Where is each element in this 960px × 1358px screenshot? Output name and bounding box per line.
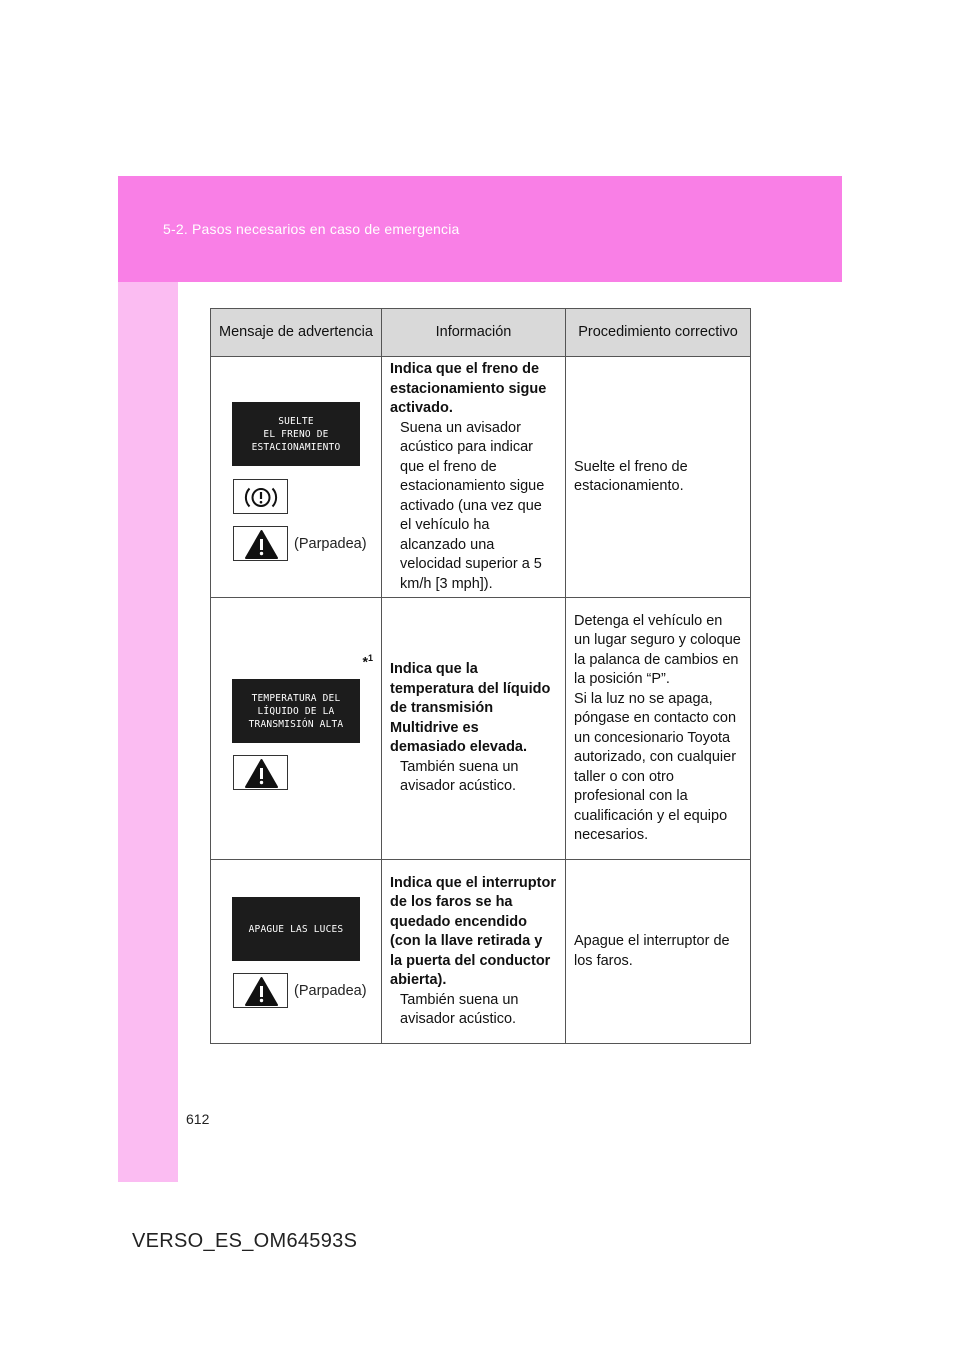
display-message: SUELTE EL FRENO DE ESTACIONAMIENTO <box>232 402 360 466</box>
table-row <box>211 598 751 860</box>
master-warning-icon <box>233 526 288 561</box>
message-cell <box>211 598 382 860</box>
info-cell <box>382 357 566 598</box>
section-title: 5-2. Pasos necesarios en caso de emergencia <box>163 221 460 237</box>
col-header-message: Mensaje de advertencia <box>211 309 382 357</box>
side-strip <box>118 282 178 1182</box>
info-heading: Indica que el freno de estacionamiento sigue activado. <box>390 361 547 416</box>
blink-label: (Parpadea) <box>294 983 367 999</box>
info-heading: Indica que el interruptor de los faros se ha quedado encendido (con la llave retirada y la puerta del conductor abierta). <box>390 874 556 988</box>
master-warning-icon <box>233 755 288 790</box>
master-warning-icon <box>233 973 288 1008</box>
info-text: También suena un avisador acústico. <box>400 991 519 1027</box>
display-message: TEMPERATURA DEL LÍQUIDO DE LA TRANSMISIÓN ALTA <box>232 679 360 743</box>
message-cell <box>211 860 382 1044</box>
table-row <box>211 357 751 598</box>
display-message: APAGUE LAS LUCES <box>232 897 360 961</box>
footer-code: VERSO_ES_OM64593S <box>132 1230 358 1252</box>
message-cell <box>211 357 382 598</box>
procedure-cell: Suelte el freno de estacionamiento. <box>566 357 751 598</box>
table-header-row <box>211 309 751 357</box>
procedure-cell: Apague el interruptor de los faros. <box>566 860 751 1044</box>
info-cell <box>382 598 566 860</box>
table-row <box>211 860 751 1044</box>
info-text: Suena un avisador acústico para indicar que el freno de estacionamiento sigue activado (una vez que el vehículo ha alcanzado una velocidad superior a 5 km/h [3 mph]). <box>400 419 545 592</box>
info-cell <box>382 860 566 1044</box>
col-header-info: Información <box>382 309 566 357</box>
col-header-procedure: Procedimiento correctivo <box>566 309 751 357</box>
info-text: También suena un avisador acústico. <box>400 758 519 795</box>
blink-label: (Parpadea) <box>294 536 367 552</box>
procedure-cell: Detenga el vehículo en un lugar seguro y coloque la palanca de cambios en la posición “P”. Si la luz no se apaga, póngase en contacto con un concesionario Toyota autorizado, con cualquier taller o con otro profesional con la cualificación y el equipo necesarios. <box>566 598 751 860</box>
brake-warning-icon <box>233 479 288 514</box>
footnote-mark: *$^1$ <box>362 653 373 670</box>
info-heading: Indica que la temperatura del líquido de transmisión Multidrive es demasiado elevada. <box>390 661 551 756</box>
page-number: 612 <box>186 1111 210 1127</box>
warning-table <box>210 308 751 1044</box>
